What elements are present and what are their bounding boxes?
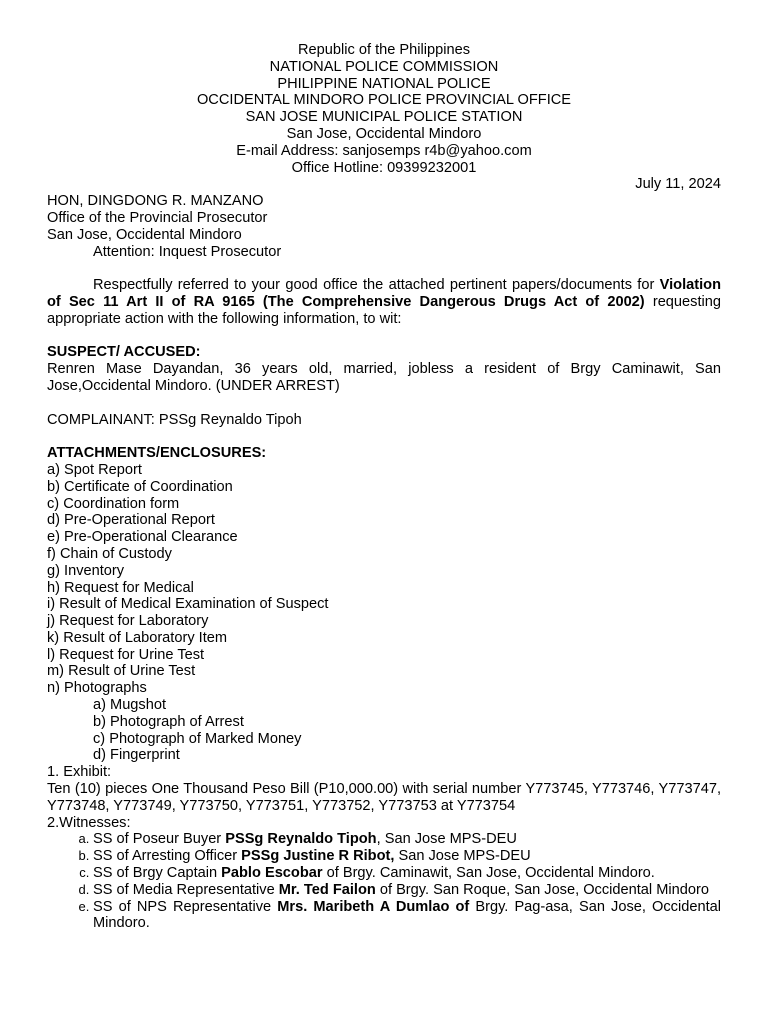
violation-text: Violation of Sec 11 Art II of RA 9165 (The Comprehensive Dangerous Drugs Act of 2002) — [47, 277, 721, 310]
addressee-office: Office of the Provincial Prosecutor — [47, 209, 268, 226]
witness-item: b. SS of Arresting Officer PSSg Justine R Ribot, San Jose MPS-DEU — [93, 848, 721, 865]
list-item: a) Mugshot — [93, 697, 167, 714]
intro-text-2: requesting appropriate action with the following information, to wit: — [47, 293, 721, 327]
list-item: c) Coordination form — [47, 495, 180, 512]
witnesses-heading: 2.Witnesses: — [47, 814, 131, 831]
list-item: h) Request for Medical — [47, 579, 194, 596]
attachments-list — [47, 462, 721, 764]
intro-paragraph — [47, 277, 721, 327]
list-item: k) Result of Laboratory Item — [47, 629, 228, 646]
witnesses-list — [47, 831, 721, 932]
witness-item: d. SS of Media Representative Mr. Ted Failon of Brgy. San Roque, San Jose, Occidental Mindoro — [93, 882, 721, 899]
list-item: g) Inventory — [47, 562, 125, 579]
witness-item: e. SS of NPS Representative Mrs. Maribeth A Dumlao of Brgy. Pag-asa, San Jose, Occidental Mindoro. — [93, 899, 721, 933]
witness-item: c. SS of Brgy Captain Pablo Escobar of Brgy. Caminawit, San Jose, Occidental Mindoro. — [93, 865, 721, 882]
list-item: m) Result of Urine Test — [47, 663, 196, 680]
addressee-attention: Attention: Inquest Prosecutor — [93, 243, 282, 260]
letterhead — [47, 42, 721, 176]
letter-date: July 11, 2024 — [635, 176, 721, 193]
letterhead-line: PHILIPPINE NATIONAL POLICE — [277, 75, 491, 92]
letterhead-email: E-mail Address: sanjosemps r4b@yahoo.com — [236, 142, 532, 159]
list-item: b) Certificate of Coordination — [47, 478, 233, 495]
letterhead-line: Republic of the Philippines — [298, 42, 470, 58]
list-item: b) Photograph of Arrest — [93, 713, 244, 730]
photographs-sublist — [47, 697, 721, 764]
letterhead-line: OCCIDENTAL MINDORO POLICE PROVINCIAL OFFICE — [196, 92, 572, 109]
suspect-heading: SUSPECT/ ACCUSED: — [47, 344, 201, 361]
addressee-name: HON, DINGDONG R. MANZANO — [47, 193, 264, 210]
exhibit-details: Ten (10) pieces One Thousand Peso Bill (P10,000.00) with serial number Y773745, Y773746, Y773747, Y773748, Y773749, Y773750, Y773751, Y773752, Y773753 at Y773754 — [47, 781, 721, 814]
witness-item: a. SS of Poseur Buyer PSSg Reynaldo Tipoh, San Jose MPS-DEU — [93, 831, 721, 848]
exhibit-heading: 1. Exhibit: — [47, 764, 112, 781]
letterhead-hotline: Office Hotline: 09399232001 — [291, 159, 477, 176]
list-item: d) Pre-Operational Report — [47, 512, 215, 529]
list-item: n) Photographs — [47, 680, 147, 697]
list-item: a) Spot Report — [47, 461, 142, 478]
suspect-details: Renren Mase Dayandan, 36 years old, married, jobless a resident of Brgy Caminawit, San Jose,Occidental Mindoro. (UNDER ARREST) — [47, 361, 721, 394]
list-item: l) Request for Urine Test — [47, 646, 205, 663]
list-item: d) Fingerprint — [93, 747, 180, 764]
list-item: e) Pre-Operational Clearance — [47, 529, 238, 546]
complainant-line: COMPLAINANT: PSSg Reynaldo Tipoh — [47, 411, 302, 428]
list-item: i) Result of Medical Examination of Suspect — [47, 596, 329, 613]
attachments-heading: ATTACHMENTS/ENCLOSURES: — [47, 445, 267, 462]
addressee-block — [47, 193, 721, 260]
letterhead-line: NATIONAL POLICE COMMISSION — [269, 58, 499, 75]
letterhead-line: SAN JOSE MUNICIPAL POLICE STATION — [245, 109, 523, 126]
intro-text: Respectfully referred to your good office the attached pertinent papers/documents for — [93, 277, 655, 294]
list-item: j) Request for Laboratory — [47, 613, 209, 630]
letterhead-line: San Jose, Occidental Mindoro — [286, 125, 482, 142]
addressee-location: San Jose, Occidental Mindoro — [47, 226, 242, 243]
list-item: f) Chain of Custody — [47, 545, 172, 562]
list-item: c) Photograph of Marked Money — [93, 730, 302, 747]
